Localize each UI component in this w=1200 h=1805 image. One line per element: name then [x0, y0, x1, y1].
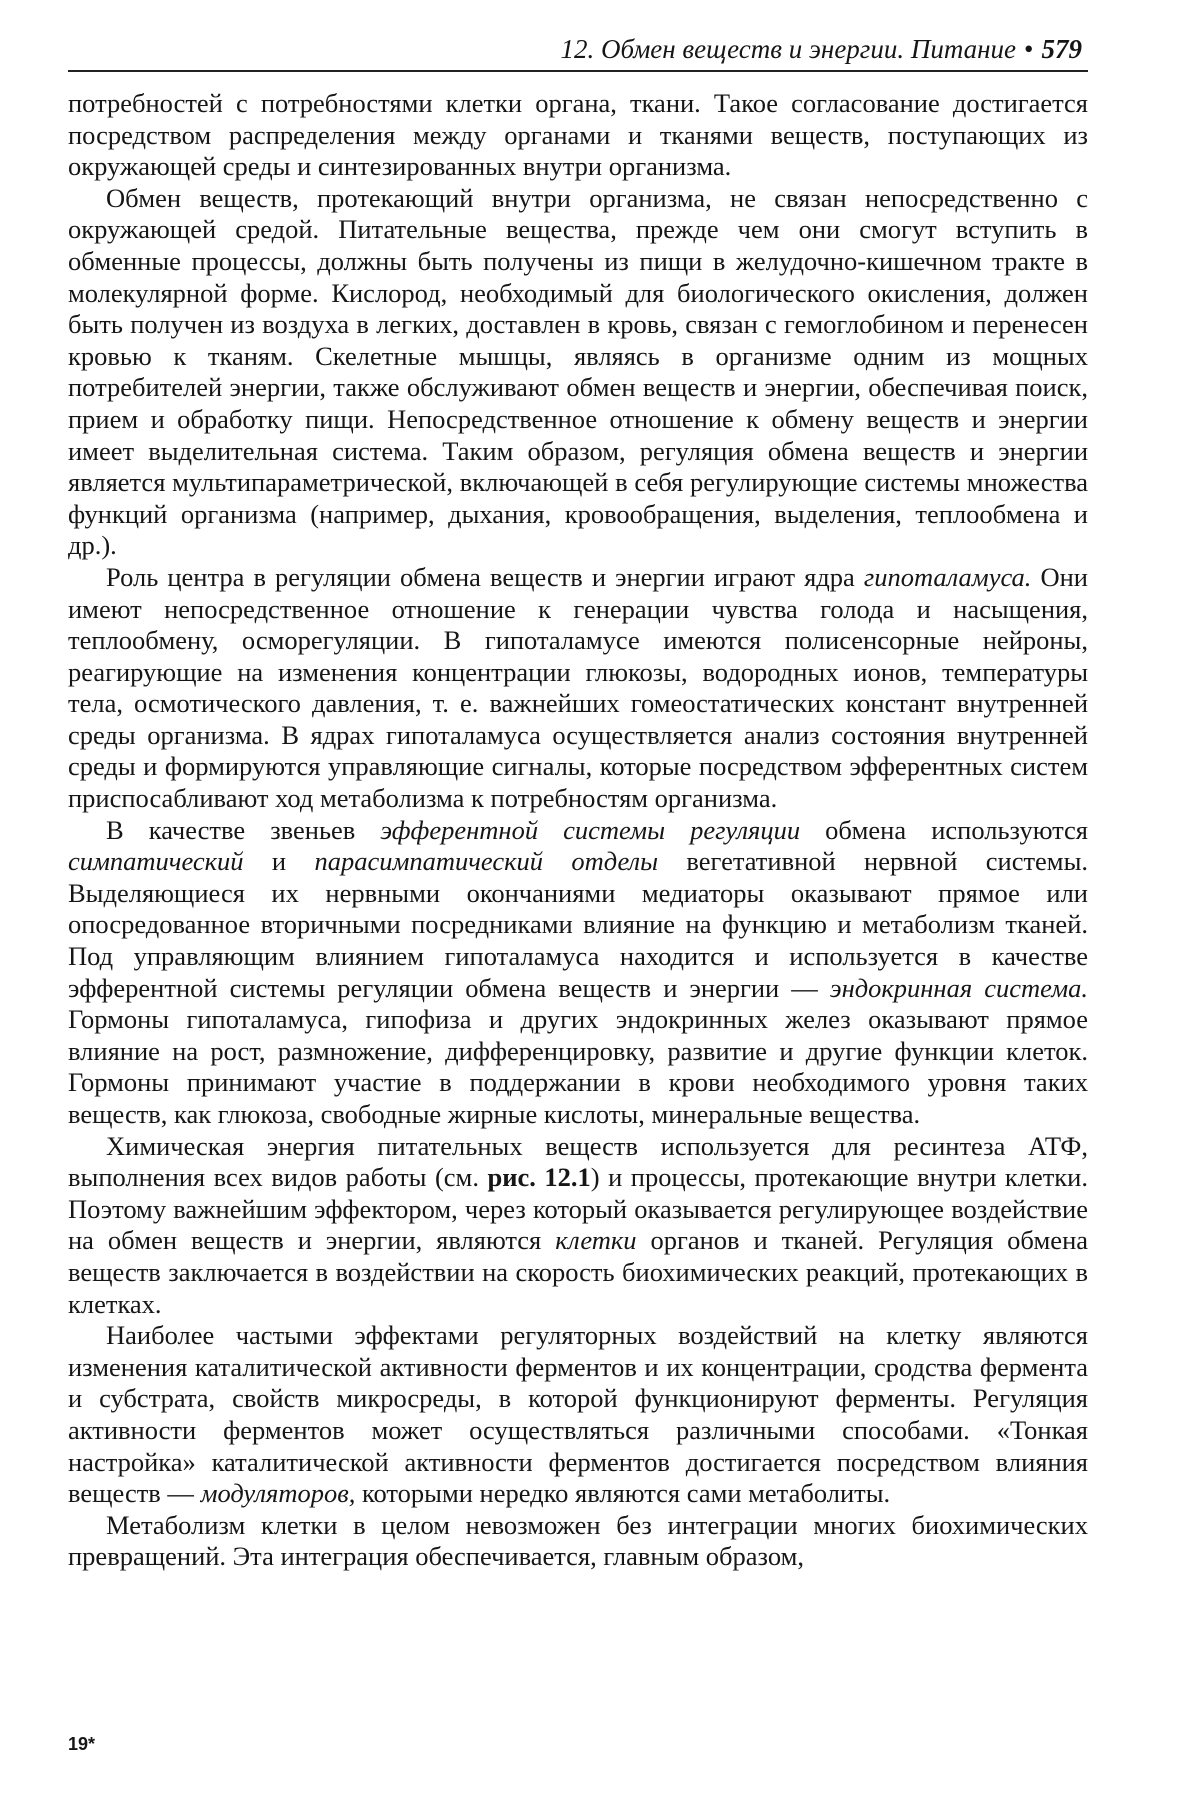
paragraph-5-text-e: органов и тканей. Регуляция обмена веществ заключается в воздействии на скорость биохимических реакций, протекающих в клетках.: [68, 1225, 1089, 1319]
paragraph-2-text: Обмен веществ, протекающий внутри организма, не связан непосредственно с окружающей средой. Питательные вещества, прежде чем они смогут вступить в обменные процессы, должны быть получены из пищи в желудочно-кишечном тракте в молекулярной форме. Кислород, необходимый для биологического окисления, должен быть получен из воздуха в легких, доставлен в кровь, связан с гемоглобином и перенесен кровью к тканям. Скелетные мышцы, являясь в организме одним из мощных потребителей энергии, также обслуживают обмен веществ и энергии, обеспечивая поиск, прием и обработку пищи. Непосредственное отношение к обмену веществ и энергии имеет выделительная система. Таким образом, регуляция обмена веществ и энергии является мультипараметрической, включающей в себя регулирующие системы множества функций организма (например, дыхания, кровообращения, выделения, теплообмена и др.).: [68, 182, 1088, 561]
paragraph-3-text-a: Роль центра в регуляции обмена веществ и энергии играют ядра: [106, 561, 864, 592]
header-separator: •: [1024, 34, 1034, 64]
term-efferent-system: эфферентной системы регуляции: [380, 814, 801, 845]
figure-reference: рис. 12.1: [487, 1162, 591, 1193]
paragraph-3-text-c: Они имеют непосредственное отношение к генерации чувства голода и насыщения, теплообмену, осморегуляции. В гипоталамусе имеются полисенсорные нейроны, реагирующие на изменения концентрации глюкозы, водородных ионов, температуры тела, осмотического давления, т. е. важнейших гомеостатических констант внутренней среды организма. В ядрах гипоталамуса осуществляется анализ состояния внутренней среды и формируются управляющие сигналы, которые посредством эфферентных систем приспосабливают ход метаболизма к потребностям организма.: [68, 561, 1088, 814]
term-hypothalamus: гипоталамуса.: [863, 561, 1032, 592]
paragraph-4-text-a: В качестве звеньев: [106, 814, 381, 845]
signature-mark: 19*: [68, 1734, 96, 1754]
running-title: 12. Обмен веществ и энергии. Питание: [560, 34, 1017, 64]
paragraph-4-text-i: Гормоны гипоталамуса, гипофиза и других эндокринных желез оказывают прямое влияние на рост, размножение, дифференцировку, развитие и другие функции клеток. Гормоны принимают участие в поддержании в крови необходимого уровня таких веществ, как глюкоза, свободные жирные кислоты, минеральные вещества.: [68, 1004, 1088, 1129]
paragraph-1-text: потребностей с потребностями клетки органа, ткани. Такое согласование достигается посредством распределения между органами и тканями веществ, поступающих из окружающей среды и синтезированных внутри организма.: [68, 88, 1088, 182]
paragraph-4-text-g: вегетативной нервной системы. Выделяющиеся их нервными окончаниями медиаторы оказывают прямое или опосредованное вторичными посредниками влияние на функцию и метаболизм тканей. Под управляющим влиянием гипоталамуса находится и используется в качестве эфферентной системы регуляции обмена веществ и энергии —: [68, 846, 1088, 1003]
term-modulators: модуляторов,: [200, 1478, 356, 1509]
term-endocrine-system: эндокринная система.: [829, 972, 1089, 1003]
term-sympathetic: симпатический: [68, 846, 244, 877]
paragraph-7-text: Метаболизм клетки в целом невозможен без интеграции многих биохимических превращений. Эта интеграция обеспечивается, главным образом,: [68, 1509, 1088, 1572]
paragraph-1: [68, 88, 1088, 183]
term-cells: клетки: [555, 1225, 637, 1256]
paragraph-7: [68, 1510, 1088, 1573]
paragraph-6-text-c: которыми нередко являются сами метаболиты.: [355, 1478, 891, 1509]
paragraph-5: [68, 1131, 1088, 1321]
paragraph-4: [68, 815, 1088, 1131]
paragraph-6-text-a: Наиболее частыми эффектами регуляторных воздействий на клетку являются изменения каталитической активности ферментов и их концентрации, сродства фермента и субстрата, свойств микросреды, в которой функционируют ферменты. Регуляция активности ферментов может осуществляться различными способами. «Тонкая настройка» каталитической активности ферментов достигается посредством влияния веществ —: [68, 1320, 1088, 1509]
body-text: [68, 88, 1088, 1573]
paragraph-5-text-a: Химическая энергия питательных веществ используется для ресинтеза АТФ, выполнения всех видов работы (см.: [68, 1130, 1088, 1193]
term-parasympathetic: парасимпатический отделы: [314, 846, 659, 877]
book-page: [68, 28, 1088, 1768]
paragraph-5-text-c: ) и процессы, протекающие внутри клетки. Поэтому важнейшим эффектором, через который оказывается регулирующее воздействие на обмен веществ и энергии, являются: [68, 1162, 1088, 1256]
paragraph-3: [68, 562, 1088, 815]
page-number: 579: [1041, 34, 1082, 64]
paragraph-2: [68, 183, 1088, 562]
paragraph-4-text-e: и: [243, 846, 315, 877]
paragraph-4-text-c: обмена используются: [800, 814, 1088, 845]
running-header: [68, 28, 1088, 72]
paragraph-6: [68, 1320, 1088, 1510]
